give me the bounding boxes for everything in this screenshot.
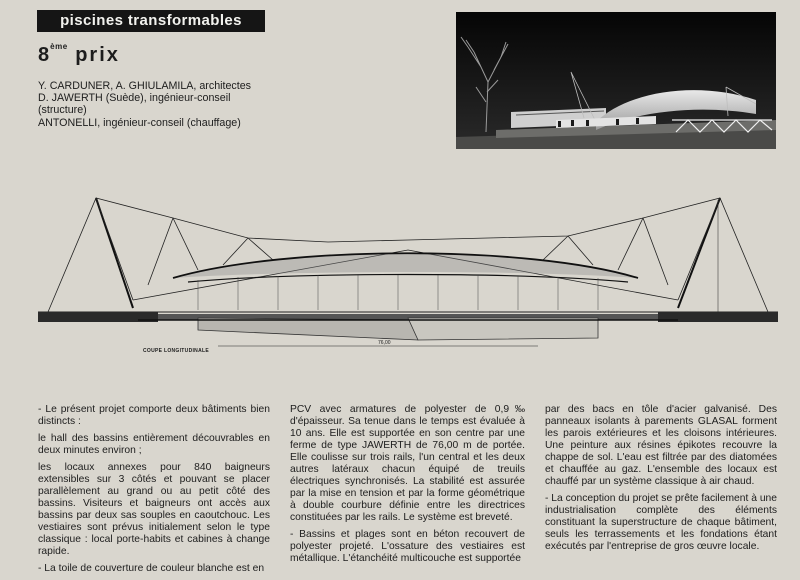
paragraph: - La conception du projet se prête facilement à une industrialisation complète des éléments constituant la superstructure de chaque bâtiment, seuls les terrassements et les fondations étant exécutés par l'entreprise de gros œuvre locale. (545, 493, 777, 552)
credit-heating: ANTONELLI, ingénieur-conseil (chauffage) (38, 116, 241, 129)
dimension-label: 76,00 (378, 340, 391, 346)
paragraph: PCV avec armatures de polyester de 0,9‰ d'épaisseur. Sa tenue dans le temps est évaluée à 10 ans. Elle est supportée en son centre par une ferme de type JAWERTH de 76,00 m de portée. Elle coulisse sur trois rails, l'un central et les deux autres latéraux chacun équipé de treuils électriques synchronisés. La stabilité est assurée par la mise en tension et par la forme géométrique à double courbure définie entre les directrices constituées par les rails. Le système est breveté. (290, 404, 525, 523)
model-photo (456, 12, 776, 149)
credits (38, 80, 273, 129)
paragraph: les locaux annexes pour 840 baigneurs extensibles sur 3 côtés et pouvant se placer parallèlement au grand ou au petit côté des bassins. Visiteurs et baigneurs ont accès aux bassins par deux sas souples en caoutchouc. Les vestiaires sont prévus initialement selon le type classique : local porte-habits et cabines à change rapide. (38, 462, 270, 557)
text-column-2 (290, 404, 525, 570)
prize-number: 8 (38, 44, 52, 66)
text-column-1 (38, 404, 270, 580)
paragraph: le hall des bassins entièrement découvrables en deux minutes environ ; (38, 433, 270, 456)
section-title: piscines transformables (37, 10, 265, 32)
credit-structure: D. JAWERTH (Suède), ingénieur-conseil (structure) (38, 92, 231, 117)
paragraph: - La toile de couverture de couleur blanche est en (38, 563, 265, 574)
prize-rank (38, 44, 120, 67)
prize-label: prix (75, 44, 120, 66)
prize-suffix: ème (50, 42, 68, 51)
paragraph: par des bacs en tôle d'acier galvanisé. Des panneaux isolants à parements GLASAL forment les parois extérieures et les cloisons intérieures. Une peinture aux résines épikotes recouvre la chappe de sol. L'eau est filtrée par des diatomées et chauffée au gaz. L'ensemble des locaux est chauffé par un système classique à air chaud. (545, 404, 777, 487)
paragraph: - Bassins et plages sont en béton recouvert de polyester projeté. L'ossature des vestiaires est métallique. L'étanchéité multicouche est supportée (290, 529, 525, 564)
text-column-3 (545, 404, 777, 558)
drawing-caption: COUPE LONGITUDINALE (143, 348, 209, 354)
longitudinal-section-drawing (38, 190, 778, 370)
credit-architects: Y. CARDUNER, A. GHIULAMILA, architectes (38, 80, 252, 92)
paragraph: - Le présent projet comporte deux bâtiments bien distincts : (38, 404, 270, 427)
